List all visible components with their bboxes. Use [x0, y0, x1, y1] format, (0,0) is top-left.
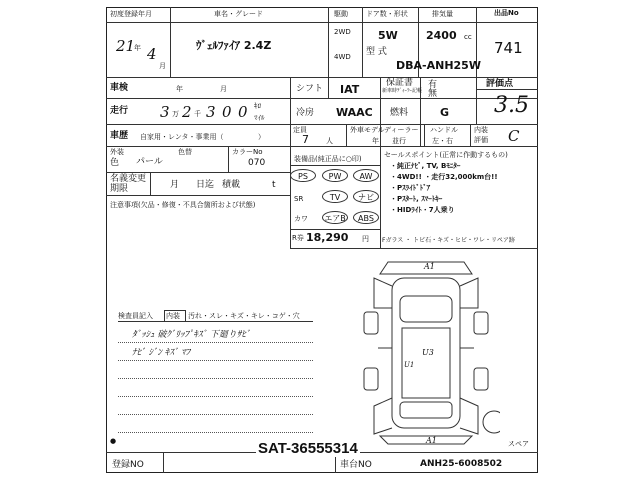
- mileage-digit: 2: [182, 103, 192, 121]
- warranty-no: 無: [428, 89, 438, 99]
- color-label: 色: [110, 158, 120, 168]
- interior-grade: C: [508, 127, 520, 145]
- note-line: [118, 342, 313, 343]
- notes-title: 注意事項(欠品・修復・不具合箇所および状態): [110, 201, 256, 209]
- registration-no-label: 登録NO: [112, 460, 144, 470]
- interior-check-label: 内装: [166, 312, 180, 320]
- car-name: ｳﾞｪﾙﾌｧｲｱ 2.4Z: [196, 39, 272, 52]
- divider: [290, 165, 380, 166]
- divider: [476, 89, 538, 90]
- divider: [290, 229, 380, 230]
- lot-label: 出品No: [494, 9, 519, 17]
- usage-options: 自家用・レンタ・事業用（: [140, 133, 224, 141]
- note-line: [118, 360, 313, 361]
- name-grade-label: 車名・グレード: [214, 10, 263, 18]
- handwritten-note: ﾀﾞｯｼｭ 破ｸﾞﾘｯﾌﾟｷｽﾞ 下廻りｻﾋﾞ: [132, 330, 251, 340]
- interior-label: 内装: [474, 126, 488, 134]
- mileage-digit: 3: [160, 103, 170, 121]
- note-line: [118, 414, 313, 415]
- footer-check: ●: [110, 437, 117, 445]
- man-unit: 万: [172, 110, 179, 118]
- mileage-digit: 3: [206, 103, 216, 121]
- color-no-label: カラーNo: [232, 148, 263, 156]
- mileage-digit: 0: [238, 103, 248, 121]
- ac-label: 冷房: [296, 108, 315, 118]
- drive-2wd: 2WD: [334, 28, 351, 36]
- model-label: 型 式: [366, 47, 387, 57]
- warranty-label: 保証書: [386, 78, 414, 88]
- lot-number: 741: [494, 39, 523, 57]
- equipment-abs: ABS: [353, 211, 379, 224]
- recycle-value: 18,290: [306, 231, 349, 244]
- equipment-leather: カワ: [294, 215, 308, 223]
- shift-label: シフト: [296, 84, 324, 94]
- equipment-airbag: エアB: [322, 211, 348, 224]
- registration-year: 21: [116, 37, 136, 55]
- cc-unit: cc: [464, 33, 472, 41]
- divider: [346, 124, 347, 146]
- divider: [170, 7, 171, 77]
- sales-point-item: ・HIDﾗｲﾄ・7人乗り: [390, 206, 455, 214]
- model-code: DBA-ANH25W: [396, 59, 481, 72]
- divider: [106, 124, 538, 125]
- divider: [228, 146, 229, 172]
- damage-mark: A1: [424, 262, 435, 271]
- divider: [106, 146, 538, 147]
- usage-close: ）: [258, 133, 265, 141]
- recycle-unit: 円: [362, 235, 369, 243]
- name-change-month: 月: [170, 180, 180, 190]
- capacity-unit: 人: [326, 137, 333, 145]
- sales-point-item: ・4WD!! ・走行32,000km台!!: [390, 173, 498, 181]
- divider: [150, 172, 151, 195]
- history-label: 車歴: [110, 131, 129, 141]
- divider: [328, 7, 329, 98]
- divider: [290, 77, 291, 248]
- inspection-month-unit: 月: [220, 85, 227, 93]
- displacement-label: 排気量: [432, 10, 453, 18]
- handle-label: ハンドル: [430, 126, 458, 134]
- model-year-unit: 年: [372, 137, 379, 145]
- divider: [106, 172, 290, 173]
- divider: [424, 124, 425, 146]
- color-change-label: 色替: [178, 148, 192, 156]
- interior-checks: 汚れ・スレ・キズ・キレ・コゲ・穴: [188, 312, 300, 320]
- mileage-label: 走行: [110, 106, 129, 116]
- inspector-label: 検査員記入: [118, 312, 153, 320]
- ac-value: WAAC: [336, 106, 373, 119]
- sat-id-stamp: SAT-36555314: [258, 440, 358, 457]
- first-registration-label: 初度登録年月: [110, 10, 152, 18]
- month-unit: 月: [159, 62, 166, 70]
- note-line: [118, 432, 313, 433]
- inspection-label: 車検: [110, 83, 129, 93]
- warranty-sub: 新車時ﾃﾞｨｰﾗｰ記帳: [382, 88, 423, 94]
- frame-number: ANH25-6008502: [420, 459, 503, 469]
- divider: [362, 7, 363, 77]
- name-change-label: 名義変更期限: [110, 174, 147, 194]
- year-unit: 年: [134, 44, 141, 52]
- equipment-sr: SR: [294, 195, 304, 203]
- equipment-title: 装備品(純正品に○印): [294, 155, 362, 163]
- divider: [290, 248, 538, 249]
- km-label: ｷﾛ: [254, 102, 261, 110]
- note-line: [118, 378, 313, 379]
- fuel-label: 燃料: [390, 108, 409, 118]
- mile-label: ﾏｲﾙ: [254, 114, 265, 122]
- equipment-navi: ナビ: [353, 190, 379, 203]
- drive-label: 駆動: [334, 10, 348, 18]
- mileage-digit: 0: [222, 103, 232, 121]
- sales-point-item: ・純正ﾅﾋﾞ, TV, Bﾓﾆﾀｰ: [390, 162, 461, 170]
- parallel-label: 並行: [392, 137, 406, 145]
- score-label: 評価点: [486, 79, 514, 89]
- handle-options: 左・右: [432, 137, 453, 145]
- color-no: 070: [248, 158, 266, 168]
- load-unit: t: [272, 180, 276, 190]
- door-shape-label: ドア数・形状: [366, 10, 408, 18]
- equipment-ps: PS: [290, 169, 316, 182]
- divider: [163, 452, 164, 473]
- dealer-label: ディーラー: [384, 126, 419, 134]
- capacity-label: 定員: [293, 126, 307, 134]
- door-count: 5W: [378, 29, 398, 42]
- damage-mark: A1: [426, 436, 437, 445]
- sales-point-item: ・Pｽﾀｰﾄ, ｽﾏｰﾄｷｰ: [390, 195, 443, 203]
- registration-month: 4: [147, 45, 157, 63]
- damage-mark: U3: [422, 348, 434, 357]
- color-sub: 外装: [110, 148, 124, 156]
- recycle-label: R券: [292, 234, 304, 242]
- name-change-day: 日迄: [196, 180, 215, 190]
- divider: [106, 98, 538, 99]
- equipment-pw: PW: [322, 169, 348, 182]
- spare-label: スペア: [508, 440, 529, 448]
- sales-points-title: セールスポイント(正常に作動するもの): [384, 151, 508, 159]
- damage-mark: U1: [404, 361, 415, 369]
- displacement: 2400: [426, 29, 457, 42]
- model-change-label: 外車モデル: [350, 126, 385, 134]
- color-value: パール: [136, 157, 163, 167]
- divider: [118, 321, 313, 322]
- glass-condition-line: Fガラス ・ トビ石・キズ・ヒビ・ワレ・リペア跡: [382, 237, 515, 244]
- divider: [470, 124, 471, 146]
- note-line: [118, 396, 313, 397]
- score-value: 3.5: [494, 93, 529, 118]
- capacity-value: 7: [302, 133, 309, 146]
- warranty-yes: 有: [428, 80, 438, 90]
- equipment-tv: TV: [322, 190, 348, 203]
- fuel-value: G: [440, 106, 450, 119]
- sales-point-item: ・Pｽﾗｲﾄﾞﾄﾞｱ: [390, 184, 431, 192]
- handwritten-note: ﾅﾋﾞ ｼﾞﾝ ｷｽﾞ ﾏﾌ: [132, 348, 191, 358]
- sen-unit: 千: [194, 110, 201, 118]
- drive-4wd: 4WD: [334, 53, 351, 61]
- interior-sub: 評価: [474, 136, 488, 144]
- shift-value: IAT: [340, 83, 360, 96]
- divider: [380, 77, 381, 248]
- load-label: 積載: [222, 180, 241, 190]
- divider: [106, 195, 290, 196]
- divider: [106, 77, 538, 78]
- inspection-year-unit: 年: [176, 85, 183, 93]
- equipment-aw: AW: [353, 169, 379, 182]
- frame-no-label: 車台NO: [340, 460, 372, 470]
